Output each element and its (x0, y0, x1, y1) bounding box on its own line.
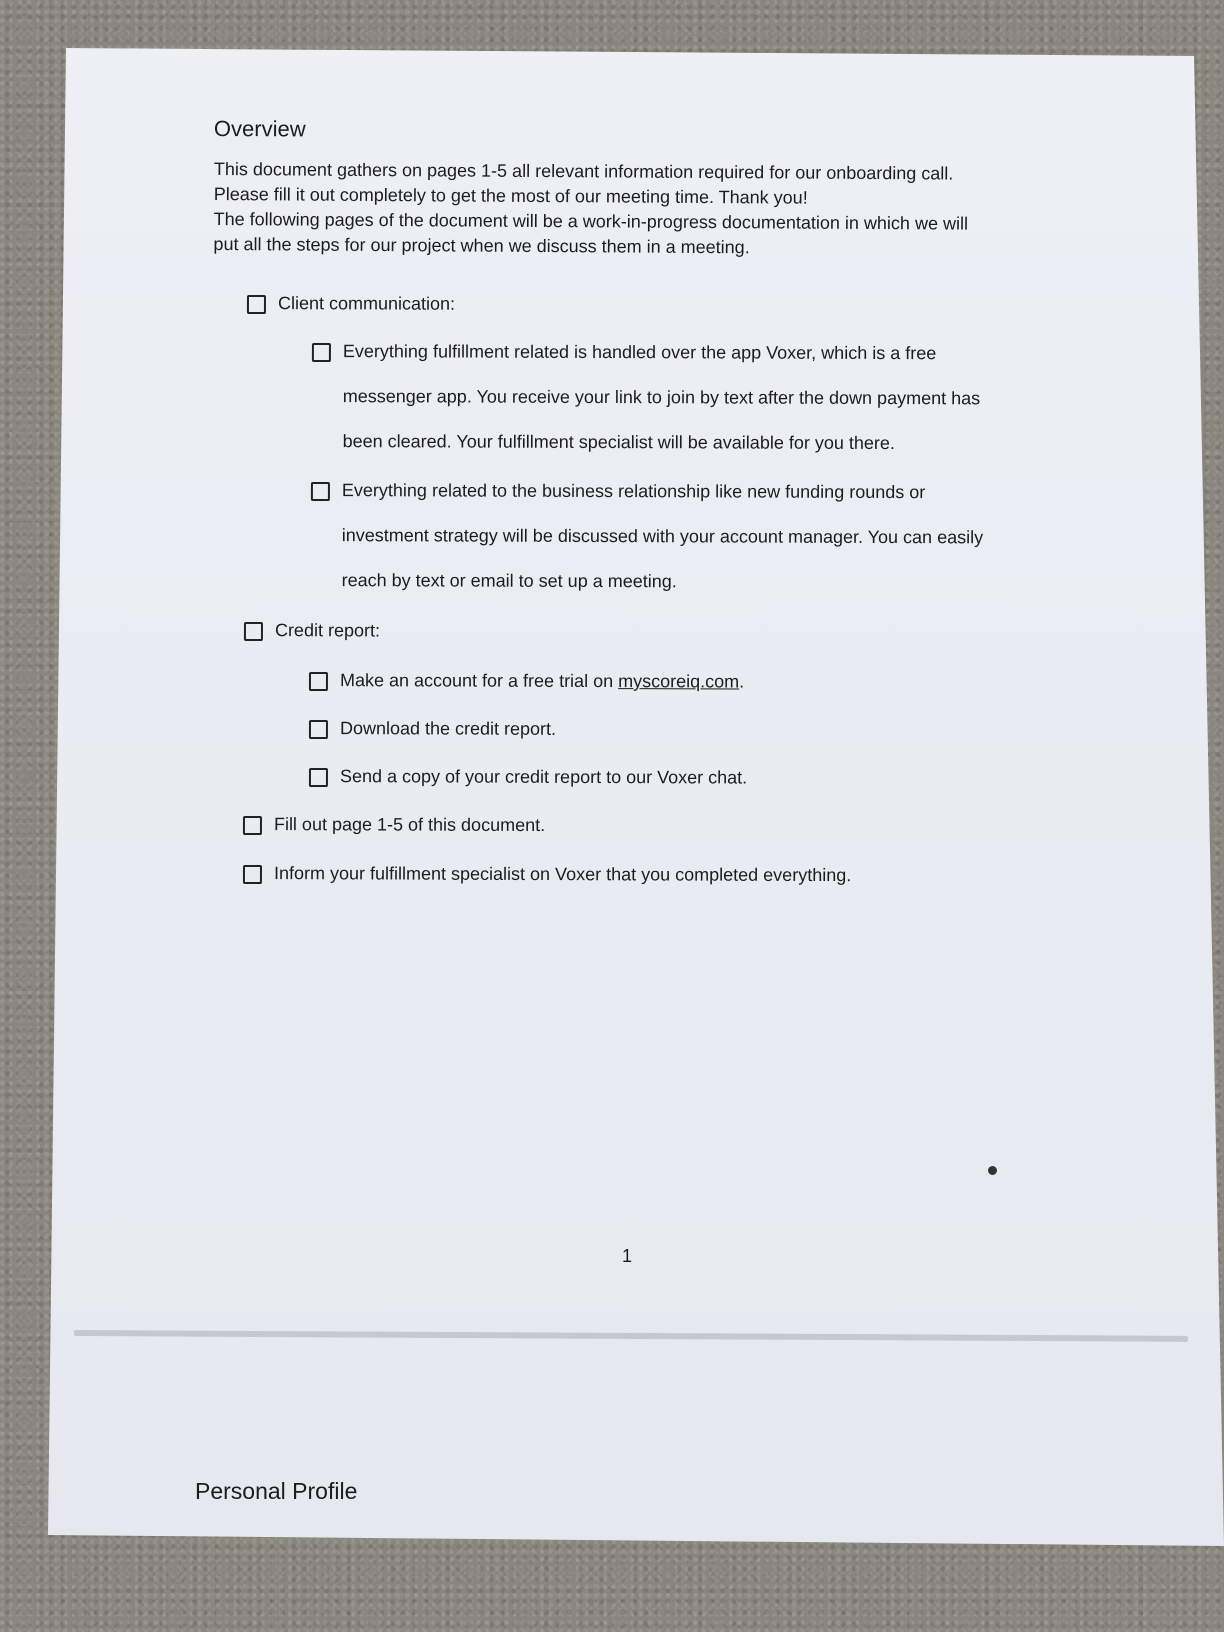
intro-line: Please fill it out completely to get the most of our meeting time. Thank you! (213, 183, 808, 208)
checklist-label: Credit report: (274, 620, 381, 641)
text-line: Everything related to the business relationship like new funding rounds or (341, 480, 926, 503)
checklist-item-inform-specialist (243, 863, 851, 886)
checklist-label: Client communication: (277, 293, 456, 314)
checklist-item-client-communication (247, 293, 455, 315)
personal-profile-heading: Personal Profile (195, 1478, 358, 1504)
checkbox-icon[interactable] (309, 768, 328, 787)
myscoreiq-link[interactable]: myscoreiq.com (618, 671, 740, 692)
checklist-subitem-text: Download the credit report. (339, 718, 557, 739)
checklist-label: Fill out page 1-5 of this document. (273, 814, 546, 836)
checkbox-icon[interactable] (247, 295, 266, 314)
intro-line: This document gathers on pages 1-5 all relevant information required for our onboarding call. (213, 158, 954, 184)
checklist-subitem-download-report (309, 718, 556, 740)
text-line: messenger app. You receive your link to join by text after the down payment has (342, 386, 981, 409)
checklist-subitem-text (340, 670, 744, 692)
text-segment: Make an account for a free trial on (339, 670, 619, 692)
text-line: Everything fulfillment related is handled over the app Voxer, which is a free (342, 341, 937, 364)
checklist-subitem-account-manager (311, 468, 984, 605)
checklist-subitem-voxer (312, 329, 981, 466)
checklist-subitem-text (342, 468, 984, 605)
checklist-item-credit-report (244, 620, 380, 641)
text-segment: . (739, 671, 745, 692)
checkbox-icon[interactable] (243, 816, 262, 835)
checkbox-icon[interactable] (243, 865, 262, 884)
text-line: been cleared. Your fulfillment specialist will be available for you there. (342, 431, 895, 454)
checklist-subitem-text (343, 329, 981, 466)
text-line: investment strategy will be discussed with your account manager. You can easily (341, 525, 984, 548)
checklist-subitem-text: Send a copy of your credit report to our Voxer chat. (339, 766, 748, 788)
checklist-item-fill-out (243, 814, 545, 836)
checkbox-icon[interactable] (311, 482, 330, 501)
checkbox-icon[interactable] (309, 672, 328, 691)
overview-heading: Overview (213, 116, 306, 142)
checklist-subitem-send-report (309, 766, 747, 789)
checklist-label: Inform your fulfillment specialist on Voxer that you completed everything. (273, 863, 852, 886)
intro-line: put all the steps for our project when we discuss them in a meeting. (213, 233, 750, 258)
checkbox-icon[interactable] (244, 622, 263, 641)
paper-speck (988, 1166, 997, 1175)
text-line: reach by text or email to set up a meeting. (341, 570, 677, 592)
checklist-subitem-make-account (309, 670, 744, 693)
intro-paragraph (213, 157, 968, 262)
checkbox-icon[interactable] (312, 343, 331, 362)
page-number: 1 (622, 1246, 633, 1266)
checkbox-icon[interactable] (309, 720, 328, 739)
intro-line: The following pages of the document will be a work-in-progress documentation in which we will (213, 208, 969, 234)
